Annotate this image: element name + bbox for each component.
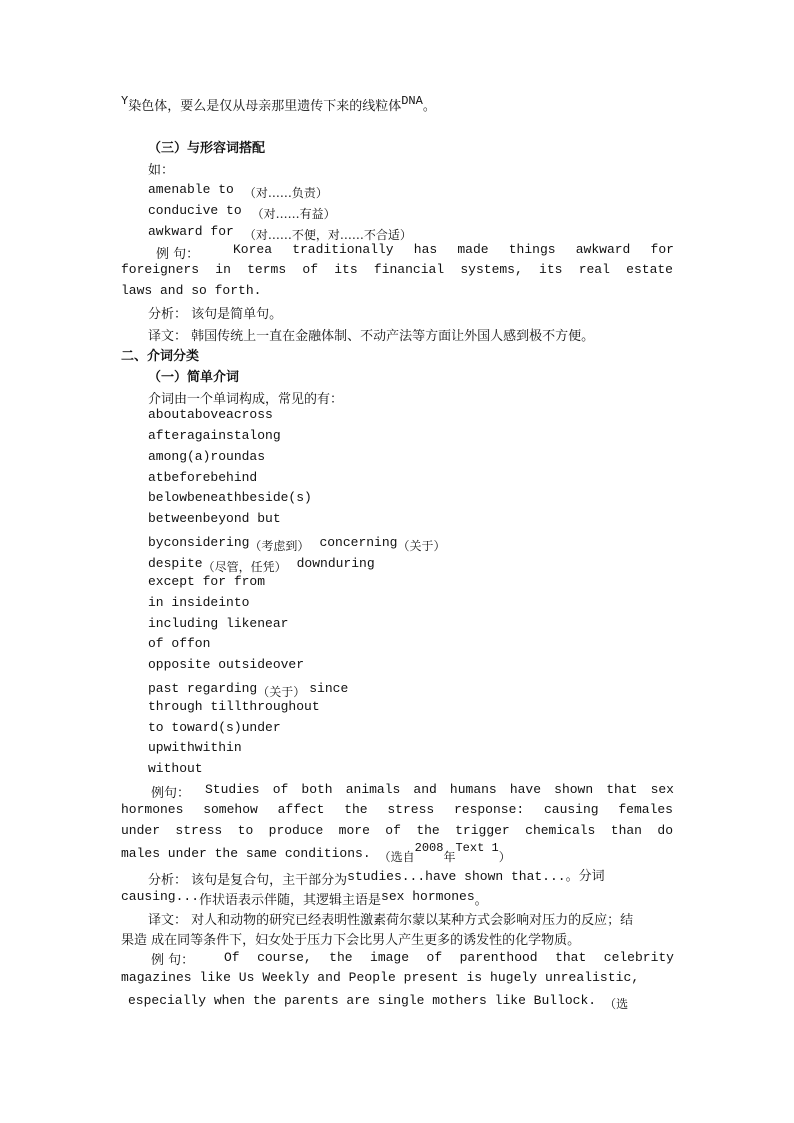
example-1-line-1: [156, 243, 200, 262]
section-title-adjective: （三）与形容词搭配: [148, 141, 266, 156]
example-3-line-1: Of course, the image of parenthood that celebrity: [224, 950, 674, 965]
example-1-analysis: 分析： 该句是简单句。: [148, 307, 283, 322]
section-title-simple-prepositions: （一）简单介词: [148, 370, 240, 385]
prep-line: in insideinto: [148, 595, 250, 610]
example-2-line-1: Studies of both animals and humans have shown that sex: [205, 782, 674, 797]
prep-line: except for from: [148, 574, 266, 589]
prep-line: opposite outsideover: [148, 657, 305, 672]
section-title-preposition-classes: 二、介词分类: [121, 349, 200, 364]
prep-line: aboutaboveacross: [148, 407, 273, 422]
example-3-label: 例 句：: [151, 953, 195, 968]
top-line-y: Y: [121, 94, 129, 108]
example-2-translation-cont: 果造 成在同等条件下，妇女处于压力下会比男人产生更多的诱发性的化学物质。: [121, 933, 581, 948]
top-line-end: 。: [422, 99, 436, 114]
prep-line: afteragainstalong: [148, 428, 281, 443]
prep-line: without: [148, 761, 203, 776]
example-2-analysis-cont: $causing..._{作状语表示伴随,其逻辑主语是}sex$ hormones$_。$: [121, 889, 488, 908]
ru-label: 如：: [148, 163, 175, 178]
top-line: [121, 94, 436, 114]
example-3-line-3: especially when the parents are single mothers like Bullock. $_{(选}$: [128, 993, 629, 1011]
intro-text: 介词由一个单词构成，常见的有：: [148, 392, 344, 407]
adj-item-amenable: amenable to $_{(对\dots\dots 负责)}$: [148, 182, 328, 200]
example-2-analysis: $_{分析: 该句是复合句,主干部分为}$studies...have shown that...。分词: [148, 869, 605, 888]
example-3-line-2: magazines like Us Weekly and People present is hugely unrealistic,: [121, 970, 640, 985]
example-2-line-3: under stress to produce more of the trigger chemicals than do: [121, 823, 673, 838]
example-1-translation: 译文： 韩国传统上一直在金融体制、不动产法等方面让外国人感到极不方便。: [148, 329, 595, 344]
prep-line: of offon: [148, 636, 211, 651]
prep-line: byconsidering$_{(考虑到)}$ concerning$_{(关于)}$: [148, 535, 446, 553]
example-1-line-3: laws and so forth.: [121, 283, 262, 298]
example-label: 例 句：: [156, 247, 200, 262]
example-1-line-1-words: Korea traditionally has made things awkward for: [233, 242, 674, 257]
top-line-dna: DNA: [401, 94, 423, 108]
prep-line: through tillthroughout: [148, 699, 320, 714]
prep-line: atbeforebehind: [148, 470, 258, 485]
example-2-translation: 译文： 对人和动物的研究已经表明性激素荷尔蒙以某种方式会影响对压力的反应；结: [148, 913, 634, 928]
prep-line: past regarding$_{(关于)}$ since: [148, 681, 349, 699]
example-2-line-4: males under the same conditions. $_{(选自}^{2008}_年^{Text 1}_)$: [121, 841, 511, 864]
example-2-line-2: hormones somehow affect the stress response: causing females: [121, 802, 673, 817]
prep-line: upwithwithin: [148, 740, 242, 755]
prep-line: including likenear: [148, 616, 289, 631]
top-line-text: 染色体，要么是仅从母亲那里遗传下来的线粒体: [128, 99, 402, 114]
prep-line: despite$_{(尽管,任凭)}$ downduring: [148, 556, 375, 574]
example-2-label: 例句：: [151, 786, 191, 801]
example-1-line-2: foreigners in terms of its financial systems, its real estate: [121, 262, 673, 277]
prep-line: to toward(s)under: [148, 720, 281, 735]
prep-line: belowbeneathbeside(s): [148, 490, 312, 505]
prep-line: among(a)roundas: [148, 449, 266, 464]
adj-item-awkward: awkward for $_{(对\dots\dots 不便,对\dots\dots 不合适)}$: [148, 224, 412, 242]
prep-line: betweenbeyond but: [148, 511, 281, 526]
adj-item-conducive: conducive to $_{(对\dots\dots 有益)}$: [148, 203, 336, 221]
